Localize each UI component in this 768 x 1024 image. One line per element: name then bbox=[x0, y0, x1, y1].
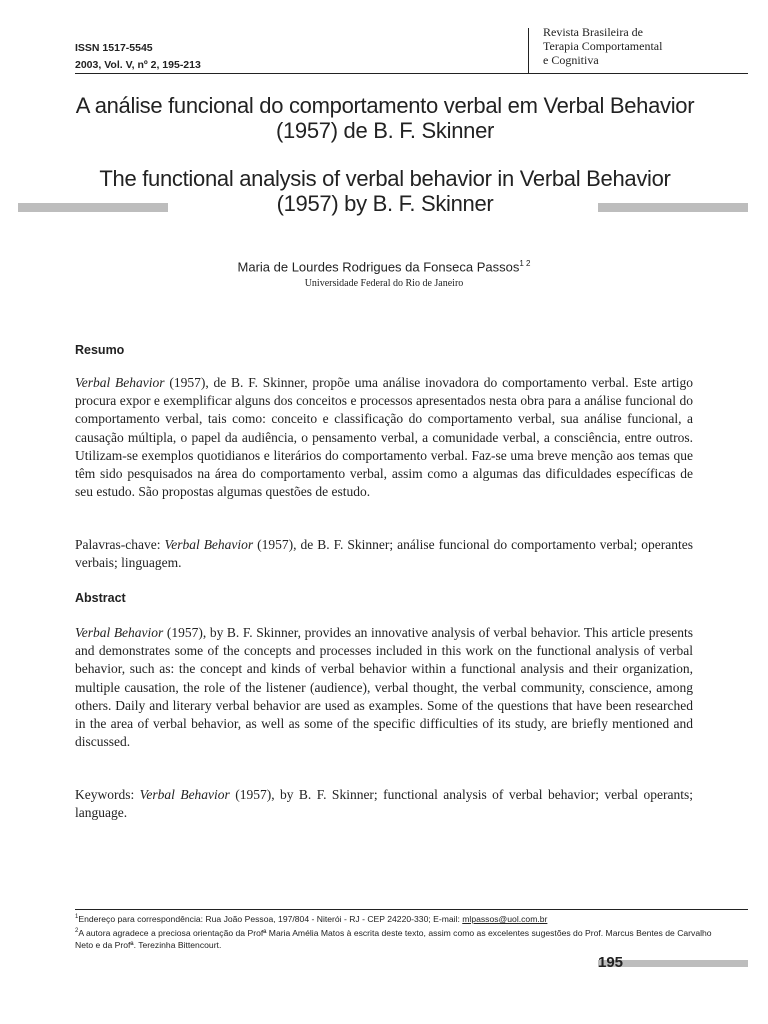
keywords-prefix: Keywords: bbox=[75, 787, 140, 802]
keywords bbox=[75, 786, 693, 822]
journal-name-line-2: Terapia Comportamental bbox=[543, 39, 663, 53]
author-name: Maria de Lourdes Rodrigues da Fonseca Passos bbox=[237, 259, 520, 275]
keywords-book-title: Verbal Behavior bbox=[139, 787, 230, 802]
author-line bbox=[100, 259, 668, 274]
footnote-2 bbox=[75, 925, 715, 951]
title-portuguese bbox=[60, 93, 710, 143]
decorative-bar-right bbox=[598, 203, 748, 212]
issn: ISSN 1517-5545 bbox=[75, 42, 153, 54]
email-link[interactable]: mlpassos@uol.com.br bbox=[462, 913, 548, 924]
title-en-line-1: The functional analysis of verbal behavior in Verbal Behavior bbox=[99, 166, 671, 191]
palavras-rest: (1957), de B. F. Skinner; análise funcional do comportamento verbal; operantes verbais; linguagem. bbox=[75, 537, 693, 571]
footnote-2-text: A autora agradece a preciosa orientação da Profª Maria Amélia Matos à escrita deste texto, assim como as excelentes sugestões do Prof. Marcus Bentes de Carvalho Neto e da Profª. Terezinha Bittencourt. bbox=[75, 928, 712, 951]
keywords-rest: (1957), by B. F. Skinner; functional analysis of verbal behavior; verbal operants; language. bbox=[75, 787, 693, 821]
journal-name-line-3: e Cognitiva bbox=[543, 53, 599, 67]
affiliation: Universidade Federal do Rio de Janeiro bbox=[304, 278, 464, 289]
abstract-text bbox=[75, 624, 693, 751]
journal-citation bbox=[75, 40, 201, 74]
resumo-book-title: Verbal Behavior bbox=[75, 375, 165, 390]
decorative-bar-left bbox=[18, 203, 168, 212]
footnote-1 bbox=[75, 911, 715, 925]
footnote-1-text: Endereço para correspondência: Rua João Pessoa, 197/804 - Niterói - RJ - CEP 24220-330; E-mail: bbox=[78, 913, 463, 924]
palavras-chave bbox=[75, 536, 693, 572]
abstract-heading: Abstract bbox=[75, 591, 126, 605]
header-divider-tick bbox=[528, 28, 529, 73]
resumo-heading: Resumo bbox=[75, 343, 125, 357]
journal-name bbox=[543, 25, 753, 67]
volume-info: 2003, Vol. V, nº 2, 195-213 bbox=[75, 59, 201, 71]
page-number: 195 bbox=[598, 954, 624, 971]
title-en-line-2: (1957) by B. F. Skinner bbox=[276, 191, 494, 216]
footnote-rule bbox=[75, 909, 748, 910]
author-footnote-marks: 1 2 bbox=[519, 259, 531, 268]
footnote-2-mark: 2 bbox=[75, 928, 79, 935]
resumo-text bbox=[75, 374, 693, 501]
title-pt-line-1: A análise funcional do comportamento verbal em Verbal Behavior bbox=[75, 93, 695, 118]
journal-name-line-1: Revista Brasileira de bbox=[543, 25, 643, 39]
abstract-book-title: Verbal Behavior bbox=[75, 625, 164, 640]
footnote-1-mark: 1 bbox=[75, 914, 79, 920]
abstract-body: (1957), by B. F. Skinner, provides an innovative analysis of verbal behavior. This article presents and demonstrates some of the concepts and processes included in this work on the functional analysis of verbal behavior, such as: the concept and kinds of verbal behavior within a functional analysis and their organization, multiple causation, the role of the listener (audience), verbal thought, the verbal community, conscience, among others. Daily and literary verbal behavior are used as examples. Some of the questions that have been researched in the area of verbal behavior, as well as some of the specific difficulties of its study, are briefly mentioned and discussed. bbox=[75, 625, 693, 750]
resumo-body: (1957), de B. F. Skinner, propõe uma análise inovadora do comportamento verbal. Este artigo procura expor e exemplificar alguns dos conceitos e processos apresentados nesta obra para a análise funcional do comportamento verbal, tais como: conceito e classificação do comportamento verbal, sua análise funcional, a causação múltipla, o papel da audiência, o pensamento verbal, a comunidade verbal, a consciência, entre outros. Utilizam-se exemplos quotidianos e literários do comportamento verbal. Faz-se uma breve menção aos temas que têm sido pesquisados na área do comportamento verbal, assim como a algumas das dificuldades específicas de seu estudo. São propostas algumas questões de estudo. bbox=[75, 375, 694, 500]
title-pt-line-2: (1957) de B. F. Skinner bbox=[275, 118, 495, 143]
header-rule bbox=[75, 73, 748, 74]
palavras-prefix: Palavras-chave: bbox=[75, 537, 165, 552]
palavras-book-title: Verbal Behavior bbox=[164, 537, 254, 552]
footnotes bbox=[75, 911, 715, 952]
